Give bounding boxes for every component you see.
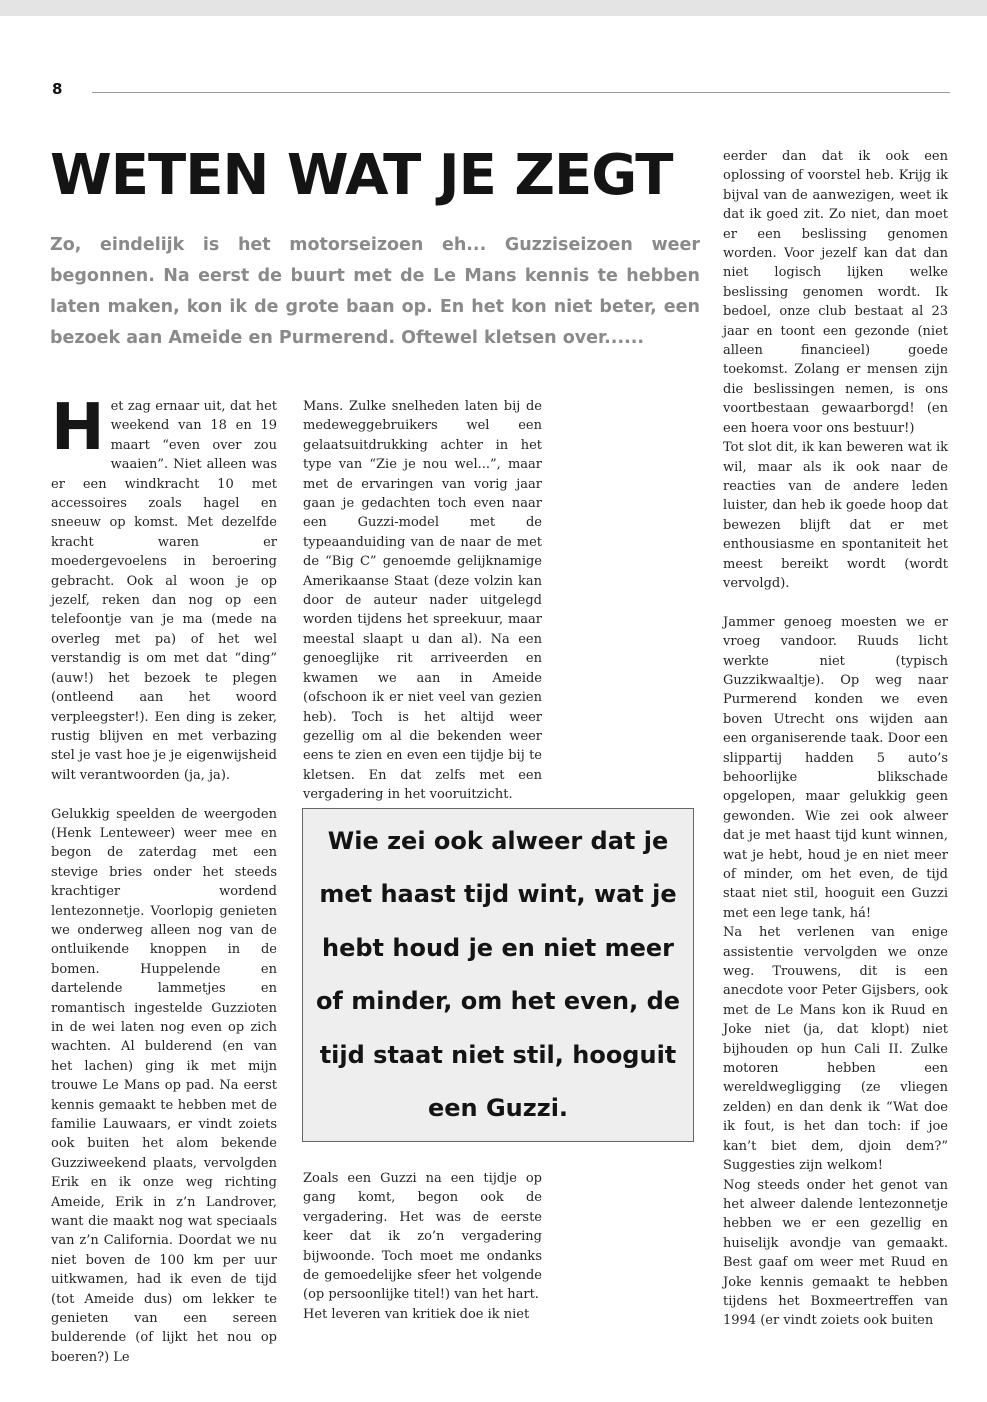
column-1 — [51, 391, 277, 1367]
paragraph-text: et zag ernaar uit, dat het weekend van 18 en 19 maart “even over zou waaien”. Niet alleen was er een windkracht 10 met accessoires zoals hagel en sneeuw op komst. Met dezelfde kracht waren er moedergevoelens in beroering gebracht. Ook al woon je op jezelf, reken dan nog op een telefoontje van je ma (mede na overleg met pa) of het wel verstandig is om met dat “ding” (auw!) het bezoek te plegen (ontleend aan het woord verpleegster!). Een ding is zeker, rustig blijven en met verbazing stel je vast hoe je je eigenwijsheid wilt verantwoorden (ja, ja). — [51, 399, 277, 783]
column-2-top — [303, 397, 542, 805]
paragraph: Zoals een Guzzi na een tijdje op gang komt, begon ook de vergadering. Het was de eerste keer dat ik zo’n vergadering bijwoonde. Toch moet me ondanks de gemoedelijke sfeer het volgende (op persoonlijke titel!) van het hart. — [303, 1171, 542, 1303]
pull-quote-text: Wie zei ook alweer dat je met haast tijd wint, wat je hebt houd je en niet meer of minder, om het even, de tijd staat niet stil, hooguit een Guzzi. — [315, 826, 681, 1122]
header-rule — [92, 92, 950, 93]
paragraph: Jammer genoeg moesten we er vroeg vandoor. Ruuds licht werkte niet (typisch Guzzikwaaltje). Op weg naar Purmerend konden we even boven Utrecht ons wijden aan een organiserende taak. Door een slippartij hadden 5 auto’s behoorlijke blikschade opgelopen, maar gelukkig geen gewonden. Wie zei ook alweer dat je met haast tijd kunt winnen, wat je hebt, houd je en niet meer of minder, om het even, de tijd staat niet stil, hooguit een Guzzi met een lege tank, há! — [723, 614, 948, 921]
paragraph: Het leveren van kritiek doe ik niet — [303, 1306, 530, 1322]
column-3 — [723, 147, 948, 1331]
page-number: 8 — [52, 80, 63, 98]
paragraph: Gelukkig speelden de weergoden (Henk Lenteweer) weer mee en begon de zaterdag met een stevige bries onder het steeds krachtiger wordend lentezonnetje. Voorlopig genieten we onderweg alleen nog van de ontluikende knoppen in de bomen. Huppelende en dartelende lammetjes en romantisch ingestelde Guzzioten in de wei laten nog even op zich wachten. Al bulderend (en van het lachen) ging ik met mijn trouwe Le Mans op pad. Na eerst kennis gemaakt te hebben met de familie Lauwaars, er vindt zoiets ook buiten het alom bekende Guzziweekend plaats, vervolgden Erik en ik onze weg richting Ameide, Erik in z’n Landrover, want die maakt nog wat speciaals van z’n California. Doordat we nu niet boven de 100 km per uur uitkwamen, had ik even de tijd (tot Ameide dus) om lekker te genieten van een sereen bulderende (of lijkt het nou op boeren?) Le — [51, 806, 277, 1365]
drop-cap: H — [51, 391, 105, 465]
paragraph: Na het verlenen van enige assistentie vervolgden we onze weg. Trouwens, dit is een anecdote voor Peter Gijsbers, ook met de Le Mans kon ik Ruud en Joke niet (ja, dat klopt) niet bijhouden op hun Cali II. Zulke motoren hebben een wereldwegligging (ze vliegen zelden) en dan denk ik “Wat doe ik fout, is het dan toch: if joe kan’t biet dem, djoin dem?” Suggesties zijn welkom! — [723, 925, 948, 1174]
article-lead: Zo, eindelijk is het motorseizoen eh... Guzziseizoen weer begonnen. Na eerst de buurt met de Le Mans kennis te hebben laten maken, kon ik de grote baan op. En het kon niet beter, een bezoek aan Ameide en Purmerend. Oftewel kletsen over...... — [50, 235, 700, 348]
paragraph: eerder dan dat ik ook een oplossing of voorstel heb. Krijg ik bijval van de aanwezigen, weet ik dat ik goed zit. Zo niet, dan moet er een beslissing genomen worden. Voor jezelf kan dat dan niet logisch lijken welke beslissing genomen wordt. Ik bedoel, onze club bestaat al 23 jaar en toont een gezonde (niet alleen financieel) goede toekomst. Zolang er mensen zijn die beslissingen nemen, is ons voortbestaan gewaarborgd! (en een hoera voor ons bestuur!) — [723, 149, 948, 436]
pull-quote-box — [302, 808, 694, 1142]
column-2-bottom — [303, 1169, 542, 1324]
scan-top-edge — [0, 0, 987, 16]
paragraph: Nog steeds onder het genot van het alweer dalende lentezonnetje hebben we er een gezellig en huiselijk avondje van gemaakt. Best gaaf om weer met Ruud en Joke kennis gemaakt te hebben tijdens het Boxmeertreffen van 1994 (er vindt zoiets ook buiten — [723, 1177, 948, 1329]
paragraph: Mans. Zulke snelheden laten bij de medeweggebruikers wel een gelaatsuitdrukking achter in het type van “Zie je nou wel...”, maar met de ervaringen van vorig jaar gaan je gedachten toch even naar een Guzzi-model met de typeaanduiding van de naar de met de “Big C” genoemde gelijknamige Amerikaanse Staat (deze volzin kan door de auteur nader uitgelegd worden tijdens het spreekuur, maar meestal slaapt u dan al). Na een genoeglijke rit arriveerden en kwamen we aan in Ameide (ofschoon ik er niet veel van gezien heb). Toch is het altijd weer gezellig om al die bekenden weer eens te zien en even een tijdje bij te kletsen. En dat zelfs met een vergadering in het vooruitzicht. — [303, 399, 542, 803]
paragraph — [51, 391, 277, 785]
paragraph: Tot slot dit, ik kan beweren wat ik wil, maar als ik ook naar de reacties van de andere leden luister, dan heb ik goede hoop dat bewezen blijft dat er met enthousiasme en spontaniteit het meest bereikt wordt (wordt vervolgd). — [723, 440, 948, 591]
article-title: WETEN WAT JE ZEGT — [50, 143, 673, 208]
